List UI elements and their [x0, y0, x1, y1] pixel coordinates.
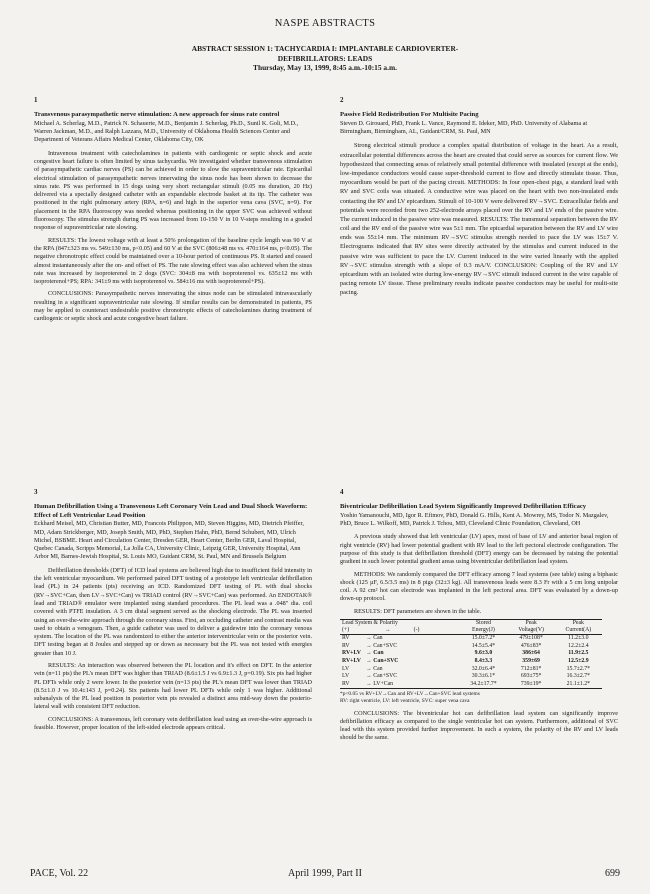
- table-cell: RV: [342, 642, 350, 649]
- table-header-cell: Energy(J): [459, 627, 507, 634]
- session-title-line2: DEFIBRILLATORS: LEADS: [277, 53, 373, 63]
- abstract-body: [340, 141, 618, 297]
- table-cell: 12.2±2.4: [568, 642, 589, 649]
- abstract-title: Biventricular Defibrillation Lead System Significantly Improved Defibrillation Efficacy: [340, 503, 587, 511]
- table-cell: 21.1±1.2*: [555, 681, 602, 689]
- table-cell: 15.7±2.7*: [566, 665, 591, 672]
- table-cell: 15.0±7.2*: [471, 634, 496, 641]
- table-row: [340, 658, 602, 666]
- abstract-authors: Eckhard Meisel, MD, Christian Butter, MD, Francois Philippon, MD, Steven Higgins, MD, Dietrich Pfeiffer, MD, Adam Strickberger, MD, Joseph Smith, MD, PhD, Stephen Hahn, PhD, Bernd Schubert, MD, Ulrich Michel, BSBME. Heart and Circulation Center, Dresden GER, Heart Center, Berlin GER, Laval Hospital, Quebec Canada, Scripps Memorial, La Jolla CA, University Clinic, Leipzig GER, University Hospital, Ann Arbor MI, Barnes-Jewish Hospital, St. Louis MO, Guidant CRM, St. Paul, MN and Brussels Belgium: [34, 520, 304, 561]
- table-cell: 11.2±3.0: [568, 634, 589, 641]
- table-cell: LV: [342, 673, 350, 680]
- table-cell: → Can: [366, 665, 383, 672]
- abstract-authors: Steven D. Girouard, PhD, Frank L. Vance, Raymond E. Ideker, MD, PhD. University of Alabama at Birmingham, Birmingham, AL, Guidant/CRM, St. Paul, MN: [340, 119, 588, 136]
- table-header-cell: Stored: [459, 620, 507, 627]
- table-header-cell: Lead System & Polarity: [340, 620, 459, 627]
- table-row: [340, 650, 602, 658]
- abstract-paragraph: METHODS: We randomly compared the DFT efficacy among 7 lead systems (see table) using a biphasic shock (125 µF, 6.5/3.5 ms) in 8 pigs (32±3 kg). All transvenous leads were 8.3 Fr with a 5 cm long unipolar coil. A 92 cm² hot can electrode was implanted in the left pectoral area. DFT was evaluated by a down-up down-up protocol.: [340, 570, 618, 603]
- footer-journal-volume: PACE, Vol. 22: [30, 868, 89, 879]
- table-cell: 8.4±3.3: [474, 657, 493, 664]
- table-cell: 11.9±2.5: [568, 650, 589, 657]
- table-cell: 34.2±17.7*: [459, 681, 507, 689]
- abstract-paragraph: CONCLUSIONS: Parasympathetic nerves innervating the sinus node can be stimulated intravascularly resulting in a significant supraventricular rate slowing. If similar results can be demonstrated in patients, PS may be applied to counteract undesirable positive chronotropic effects of catecholamines during treatment of cardiogenic or septic shock and acute congestive heart failure.: [34, 290, 312, 323]
- table-cell: 712±81*: [520, 665, 542, 672]
- footer-page-number: 699: [605, 868, 620, 879]
- table-cell: RV+LV: [342, 657, 361, 664]
- abstract-title: Transvenous parasympathetic nerve stimulation: A new approach for sinus rate control: [34, 111, 280, 119]
- abstract-number: 3: [34, 488, 38, 496]
- table-footnote: RV: right ventricle, LV: left ventricle, SVC: super vena cava: [340, 698, 470, 705]
- table-header-cell: (+): [340, 627, 364, 634]
- table-cell: 739±19*: [508, 681, 555, 689]
- table-cell: 476±83*: [520, 642, 542, 649]
- table-footnote: *p<0.05 vs RV+LV→Can and RV+LV→Can+SVC lead systems: [340, 691, 480, 698]
- abstract-number: 4: [340, 488, 344, 496]
- table-row: [340, 634, 602, 642]
- table-header-cell: Peak: [508, 620, 555, 627]
- abstract-authors: Yoshio Yamanouchi, MD, Igor R. Efimov, PhD, Donald G. Hills, Kent A. Mowrey, MS, Todor N. Mazgalev, PhD, Bruce L. Wilkoff, MD, Patrick J. Tchou, MD, Cleveland Clinic Foundation, Cleveland, OH: [340, 511, 609, 528]
- abstract-paragraph: RESULTS: An interaction was observed between the PL location and it's effect on DFT. In the anterior vein (n=11 pts) the PL's mean DFT was higher than TRIAD (8.6±1.5 J vs 6.9±1.3 J, p=0.19). Six pts had higher PL DFTs while only 2 were lower. In the posterior vein (n=13 pts) the PL's mean DFT was lower than TRIAD (8.5±1.0 J vs 10.4±143 J, p=0.24). Six patients had lower PL DFTs while only 1 was higher. Additional subanalysis of the PL lead position in posterior vein pts revealed a distinct area mid-way down the posterio-lateral wall with consistent DFT reduction.: [34, 662, 312, 711]
- abstract-paragraph: CONCLUSIONS: The biventricular hot can defibrillation lead system can significantly improve defibrillation efficacy as compared to the single ventricular hot can system. Furthermore, additional of SVC lead with this system provided further improvement. In such a system, the polarity of the RV and LV leads should be the same.: [340, 709, 618, 742]
- table-cell: 479±108*: [519, 634, 543, 641]
- table-header-cell: →: [364, 627, 412, 634]
- table-cell: LV: [342, 665, 350, 672]
- abstract-2: [340, 96, 618, 298]
- table-cell: → Can+SVC: [366, 657, 399, 664]
- table-header-cell: Current(A): [555, 627, 602, 634]
- table-cell: 30.3±6.1*: [471, 673, 496, 680]
- abstract-paragraph: CONCLUSIONS: A transvenous, left coronary vein defibrillation lead using an over-the-wire approach is feasible. However, proper location of the left-sided electrode appears critical.: [34, 715, 312, 732]
- table-cell: 386±64: [522, 650, 540, 657]
- table-cell: RV: [340, 681, 364, 689]
- table-cell: 9.6±3.0: [474, 650, 493, 657]
- table-row: [340, 681, 602, 689]
- footer-issue-date: April 1999, Part II: [288, 868, 362, 879]
- abstract-3: [34, 488, 312, 732]
- abstract-paragraph: Strong electrical stimuli produce a complex spatial distribution of voltage in the heart. As a result, extracellular potential differences across the heart are created that could serve as sources for current flow. We hypothesized that connecting areas of relatively small potential difference with insulated (except at the ends), low-impedance conductors would cause super-threshold current to flow and directly stimulate tissue. Thus, myocardium would be part of the pacing circuit. METHODS: In four open-chest pigs, a standard lead with RV and SVC coils was situated. A conductive wire was placed on the heart with two non-insulated ends contacting the RV and LV epicardium. Stimuli of 10-100 V were delivered RV→SVC. Extracellular fields and potentials were recorded from two 252-electrode arrays placed over the RV and LV ends of the passive wire. The current induced in the passive wire was measured. RESULTS: The transmural separation between the RV coil and the RV end of the passive wire was 5±1 mm. The epicardial separation between the RV and LV wire ends was 55±14 mm. The minimum RV→SVC stimulus strength needed to pace the LV was 15±7 V. Electrograms indicated that RV sites were directly activated by the stimulus and current induced in the passive wire was sufficient to pace the LV. Current induced in the wire varied linearly with the applied RV→SVC stimulus strength with a slope of 0.3 mA/V. CONCLUSION: Coupling of the RV and LV epicardium with an isolated wire during low-energy RV→SVC stimuli induced current in the wire capable of pacing remote LV tissue. These preliminary results indicate passive conductors may be useful for multi-site pacing.: [340, 142, 618, 297]
- table-cell: → Can: [366, 634, 383, 641]
- abstract-1: [34, 96, 312, 324]
- abstract-paragraph: A previous study showed that left ventricular (LV) apex, most of base of LV and anterior basal region of right ventricle (RV) had lower potential gradient with RV lead to the left pectoral electrode configuration. The purpose of this study is that defibrillation threshold (DFT) energy can be decreased by raising the potential gradient in such lower potential gradient areas using biventricular defibrillation lead system.: [340, 533, 618, 566]
- table-cell: → Can+SVC: [366, 673, 398, 680]
- table-row: [340, 673, 602, 681]
- table-row: [340, 666, 602, 674]
- abstract-title: Human Defibrillation Using a Transvenous Left Coronary Vein Lead and Dual Shock Waveform: Effect of Left Ventricular Lead Position: [34, 503, 308, 519]
- dft-parameters-table: [340, 619, 602, 689]
- abstract-number: 2: [340, 96, 344, 104]
- table-cell: 359±69: [522, 657, 540, 664]
- table-cell: 14.5±5.4*: [471, 642, 496, 649]
- session-date: Thursday, May 13, 1999, 8:45 a.m.-10:15 a.m.: [253, 63, 397, 73]
- session-heading: [60, 44, 590, 73]
- table-header-cell: Voltage(V): [508, 627, 555, 634]
- abstract-authors: Michael A. Scherlag, M.D., Patrick N. Schauerte, M.D., Benjamin J. Scherlag, Ph.D., Sunil K. Goli, M.D., Warren Jackman, M.D., and Ralph Lazzara, M.D., University of Oklahoma Health Sciences Center and Department of Veterans Affairs Medical Center, Oklahoma City, OK: [34, 119, 299, 144]
- abstract-title: Passive Field Redistribution For Multisite Pacing: [340, 111, 479, 119]
- table-cell: 32.0±6.4*: [471, 665, 496, 672]
- table-header-cell: (-): [412, 627, 460, 634]
- abstract-paragraph: Intravenous treatment with catecholamines in patients with cardiogenic or septic shock and acute congestive heart failure is often limited by sinus tachycardia. We investigated whether transvenous stimulation of parasympathetic cardiac nerves (PS) can be achieved in order to slow the supraventricular rate. Epicardial electrical stimulation of parasympathetic nerves innervating the sinus node has been shown to decrease the sinus rate. PS was performed in 15 dogs using very short rectangular stimuli (0.05 ms duration, 20 Hz) delivered via a specially designed catheter with an expandable electrode basket at its tip. The catheter was positioned in the right pulmonary artery (RPA, n=6) and high in the superior vena cava (SVC, n=9). For placement in the RPA fluoroscopy was needed whereas positioning in the upper SVC was achieved without fluoroscopy. The stimulus strength during PS was increased from 10-150 V in 10 V-steps resulting in a graded response of supraventricular rate slowing.: [34, 149, 312, 232]
- table-cell: RV+LV: [342, 650, 361, 657]
- session-title-line1: ABSTRACT SESSION 1: TACHYCARDIA I: IMPLANTABLE CARDIOVERTER-: [191, 44, 459, 53]
- abstract-paragraph: Defibrillation thresholds (DFT) of ICD lead systems are believed high due to insufficient field intensity in the left ventricular myocardium. We performed paired DFT testing of a prototype left ventricular defibrillation lead (PL) in 24 patients (pts) receiving an ICD. Randomized DFT testing of PL with dual shocks (RV→SVC+Can, then LV→SVC+Can) vs TRIAD control (RV→SVC+Can) was performed. An ENDOTAK® lead and TRIAD® emulator were implanted using standard procedures. The PL lead was a .048" dia. coil covered with PTFE insulation. A 3 cm distal segment served as the shocking electrode. The PL was inserted using an over-the-wire approach through the coronary sinus. First, an occluding catheter and contrast media was used to obtain a venogram. Then, a guide catheter was used to deliver a guidewire into the coronary venous system. The location of the PL was randomized to either the anterior interventricular vein or the posterior vein. DFT testing began at 8 Joules and stepped up or down as necessary but the PL was not tested with energies greater than 10 J.: [34, 566, 312, 657]
- abstract-number: 1: [34, 96, 38, 104]
- table-header-cell: Peak: [555, 620, 602, 627]
- table-cell: 12.5±2.9: [568, 657, 589, 664]
- abstract-paragraph: RESULTS: DFT parameters are shown in the table.: [354, 607, 482, 615]
- table-cell: 693±75*: [520, 673, 542, 680]
- abstract-4: [340, 488, 618, 743]
- table-cell: RV: [342, 634, 350, 641]
- table-row: [340, 643, 602, 651]
- table-cell: → Can+SVC: [366, 642, 398, 649]
- journal-header: NASPE ABSTRACTS: [274, 18, 376, 29]
- abstract-paragraph: RESULTS: The lowest voltage with at least a 50% prolongation of the baseline cycle length was 90 V at the RPA (847±323 ms vs. 549±130 ms, p<0.05) and 60 V at the SVC (806±48 ms vs. 470±164 ms, p<0.05). The negative chronotropic effect could be maintained over a 10-hour period of continuous PS. It started and ceased almost instantaneously after the on- and offset of PS. The rate slowing effect was also achieved when the sinus rate was increased by isoproterenol in 2 dogs (SVC: 304±8 ms with isoproterenol vs. 635±12 ms with isoproterenol+PS; RPA: 341±9 ms with isoproterenol vs. 584±16 ms with isoproterenol+PS).: [34, 236, 312, 286]
- table-cell: → LV+Can: [364, 681, 459, 689]
- table-cell: 16.3±2.7*: [566, 673, 591, 680]
- table-cell: → Can: [366, 650, 384, 657]
